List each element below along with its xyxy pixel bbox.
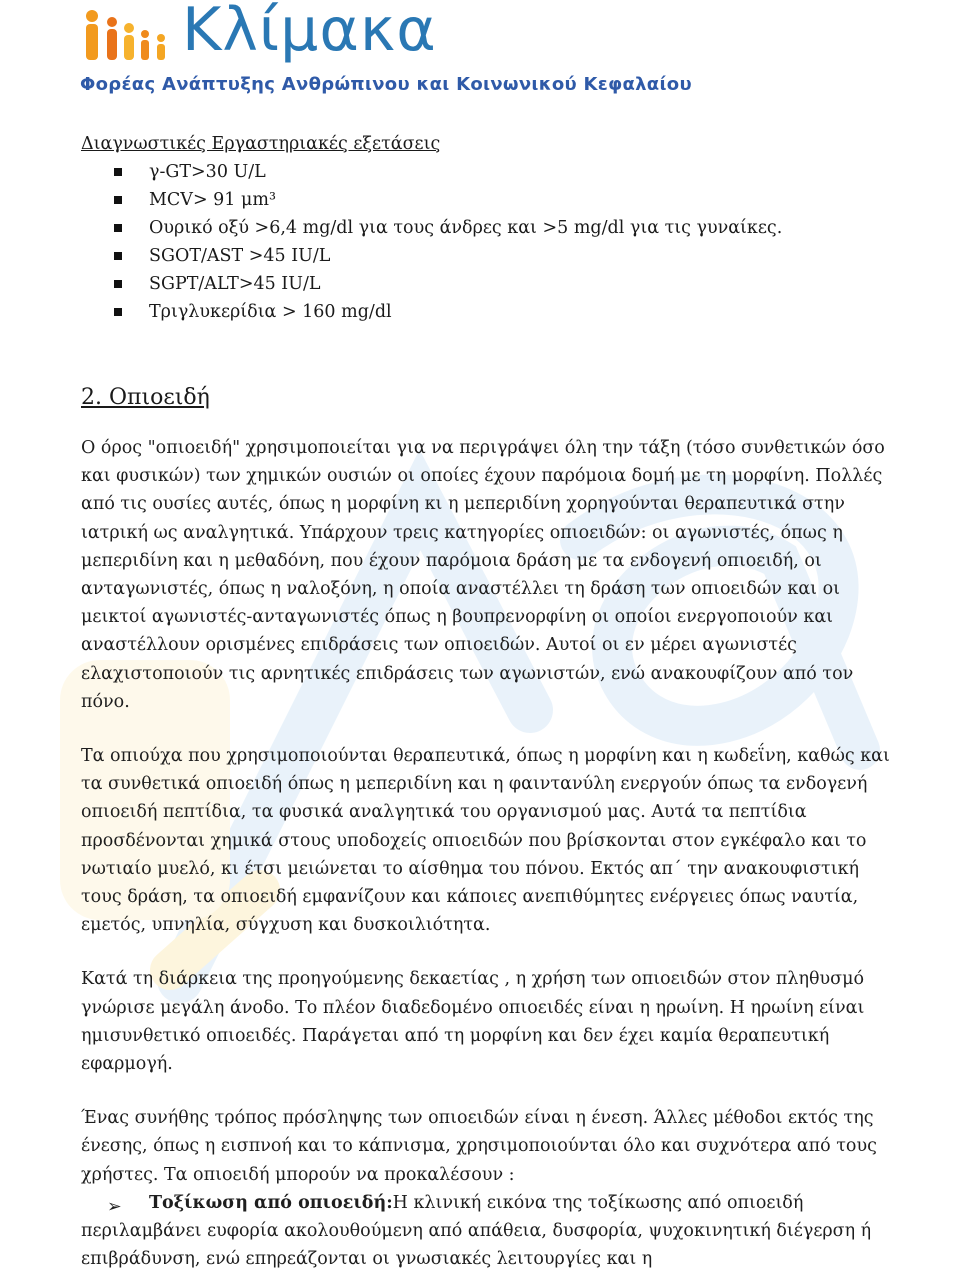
square-bullet-icon xyxy=(114,168,122,176)
intoxication-description: Η κλινική εικόνα της τοξίκωσης από οπιοειδή περιλαμβάνει ευφορία ακολουθούμενη από απάθεια, δυσφορία, ψυχοκινητική διέγερση ή επιβράδυνση, ενώ επηρεάζονται οι γνωσιακές λειτουργίες και η xyxy=(81,1192,872,1270)
intoxication-line xyxy=(81,1192,393,1217)
list-item: MCV> 91 μm³ xyxy=(81,186,901,214)
list-item: SGPT/ALT>45 IU/L xyxy=(81,270,901,298)
square-bullet-icon xyxy=(114,252,122,260)
paragraph-administration: Ένας συνήθης τρόπος πρόσληψης των οπιοειδών είναι η ένεση. Άλλες μέθοδοι εκτός της ένεσης, όπως η εισπνοή και το κάπνισμα, χρησιμοποιούνται όλο και συχνότερα από τους χρήστες. Τα οπιοειδή μπορούν να προκαλέσουν : xyxy=(81,1108,877,1185)
lab-tests-list xyxy=(81,158,901,326)
logo-text: Κλίμακα xyxy=(182,0,437,65)
paragraph-heroin: Κατά τη διάρκεια της προηγούμενης δεκαετίας , η χρήση των οπιοειδών στον πληθυσμό γνώρισε μεγάλη άνοδο. Το πλέον διαδεδομένο οπιοειδές είναι η ηρωίνη. Η ηρωίνη είναι ημισυνθετικό οπιοειδές. Παράγεται από τη μορφίνη και δεν έχει καμία θεραπευτική εφαρμογή. xyxy=(81,969,865,1075)
organization-subtitle: Φορέας Ανάπτυξης Ανθρώπινου και Κοινωνικού Κεφαλαίου xyxy=(80,74,692,95)
list-item: γ-GT>30 U/L xyxy=(81,158,901,186)
square-bullet-icon xyxy=(114,224,122,232)
logo-figures-icon xyxy=(82,8,178,64)
list-item: SGOT/AST >45 IU/L xyxy=(81,242,901,270)
list-item: Τριγλυκερίδια > 160 mg/dl xyxy=(81,298,901,326)
lab-tests-heading: Διαγνωστικές Εργαστηριακές εξετάσεις xyxy=(81,134,441,154)
square-bullet-icon xyxy=(114,280,122,288)
paragraph-intoxication xyxy=(81,1189,901,1274)
paragraph-definition: Ο όρος "οπιοειδή" χρησιμοποιείται για να περιγράψει όλη την τάξη (τόσο συνθετικών όσο και φυσικών) των χημικών ουσιών οι οποίες έχουν παρόμοια δομή με τη μορφίνη. Πολλές από τις ουσίες αυτές, όπως η μορφίνη κι η μεπεριδίνη χορηγούνται θεραπευτικά στην ιατρική ως αναλγητικά. Υπάρχουν τρεις κατηγορίες οπιοειδών: οι αγωνιστές, όπως η μεπεριδίνη και η μεθαδόνη, που έχουν παρόμοια δράση με τα ενδογενή οπιοειδή, οι ανταγωνιστές, όπως η ναλοξόνη, η οποία αναστέλλει τη δράση των οπιοειδών και οι μεικτοί αγωνιστές-ανταγωνιστές όπως η βουπρενορφίνη οι οποίοι ενεργοποιούν και αναστέλλουν ορισμένες επιδράσεις των οπιοειδών. Αυτοί οι εν μέρει αγωνιστές ελαχιστοποιούν τις αρνητικές επιδράσεις των αγωνιστών, ενώ ανακουφίζουν από τον πόνο. xyxy=(81,438,885,712)
document-content xyxy=(81,130,901,1273)
square-bullet-icon xyxy=(114,308,122,316)
paragraph-therapeutic-use: Τα οπιούχα που χρησιμοποιούνται θεραπευτικά, όπως η μορφίνη και η κωδεΐνη, καθώς και τα συνθετικά οπιοειδή όπως η μεπεριδίνη και η φαιντανύλη ενεργούν όπως τα ενδογενή οπιοειδή πεπτίδια, τα φυσικά αναλγητικά του οργανισμού μας. Αυτά τα πεπτίδια προσδένονται χημικά στους υποδοχείς οπιοειδών που βρίσκονται στον εγκέφαλο και το νωτιαίο μυελό, κι έτσι μειώνεται το αίσθημα του πόνου. Εκτός απ΄ την ανακουφιστική τους δράση, τα οπιοειδή εμφανίζουν και κάποιες ανεπιθύμητες ενέργειες όπως ναυτία, εμετός, υπνηλία, σύγχυση και δυσκοιλιότητα. xyxy=(81,746,890,936)
arrow-bullet-icon: ➢ xyxy=(107,1196,122,1217)
intoxication-term: Τοξίκωση από οπιοειδή: xyxy=(149,1192,393,1213)
square-bullet-icon xyxy=(114,196,122,204)
opioids-heading: 2. Οπιοειδή xyxy=(81,385,210,410)
header xyxy=(82,0,502,70)
list-item: Ουρικό οξύ >6,4 mg/dl για τους άνδρες και >5 mg/dl για τις γυναίκες. xyxy=(81,214,901,242)
